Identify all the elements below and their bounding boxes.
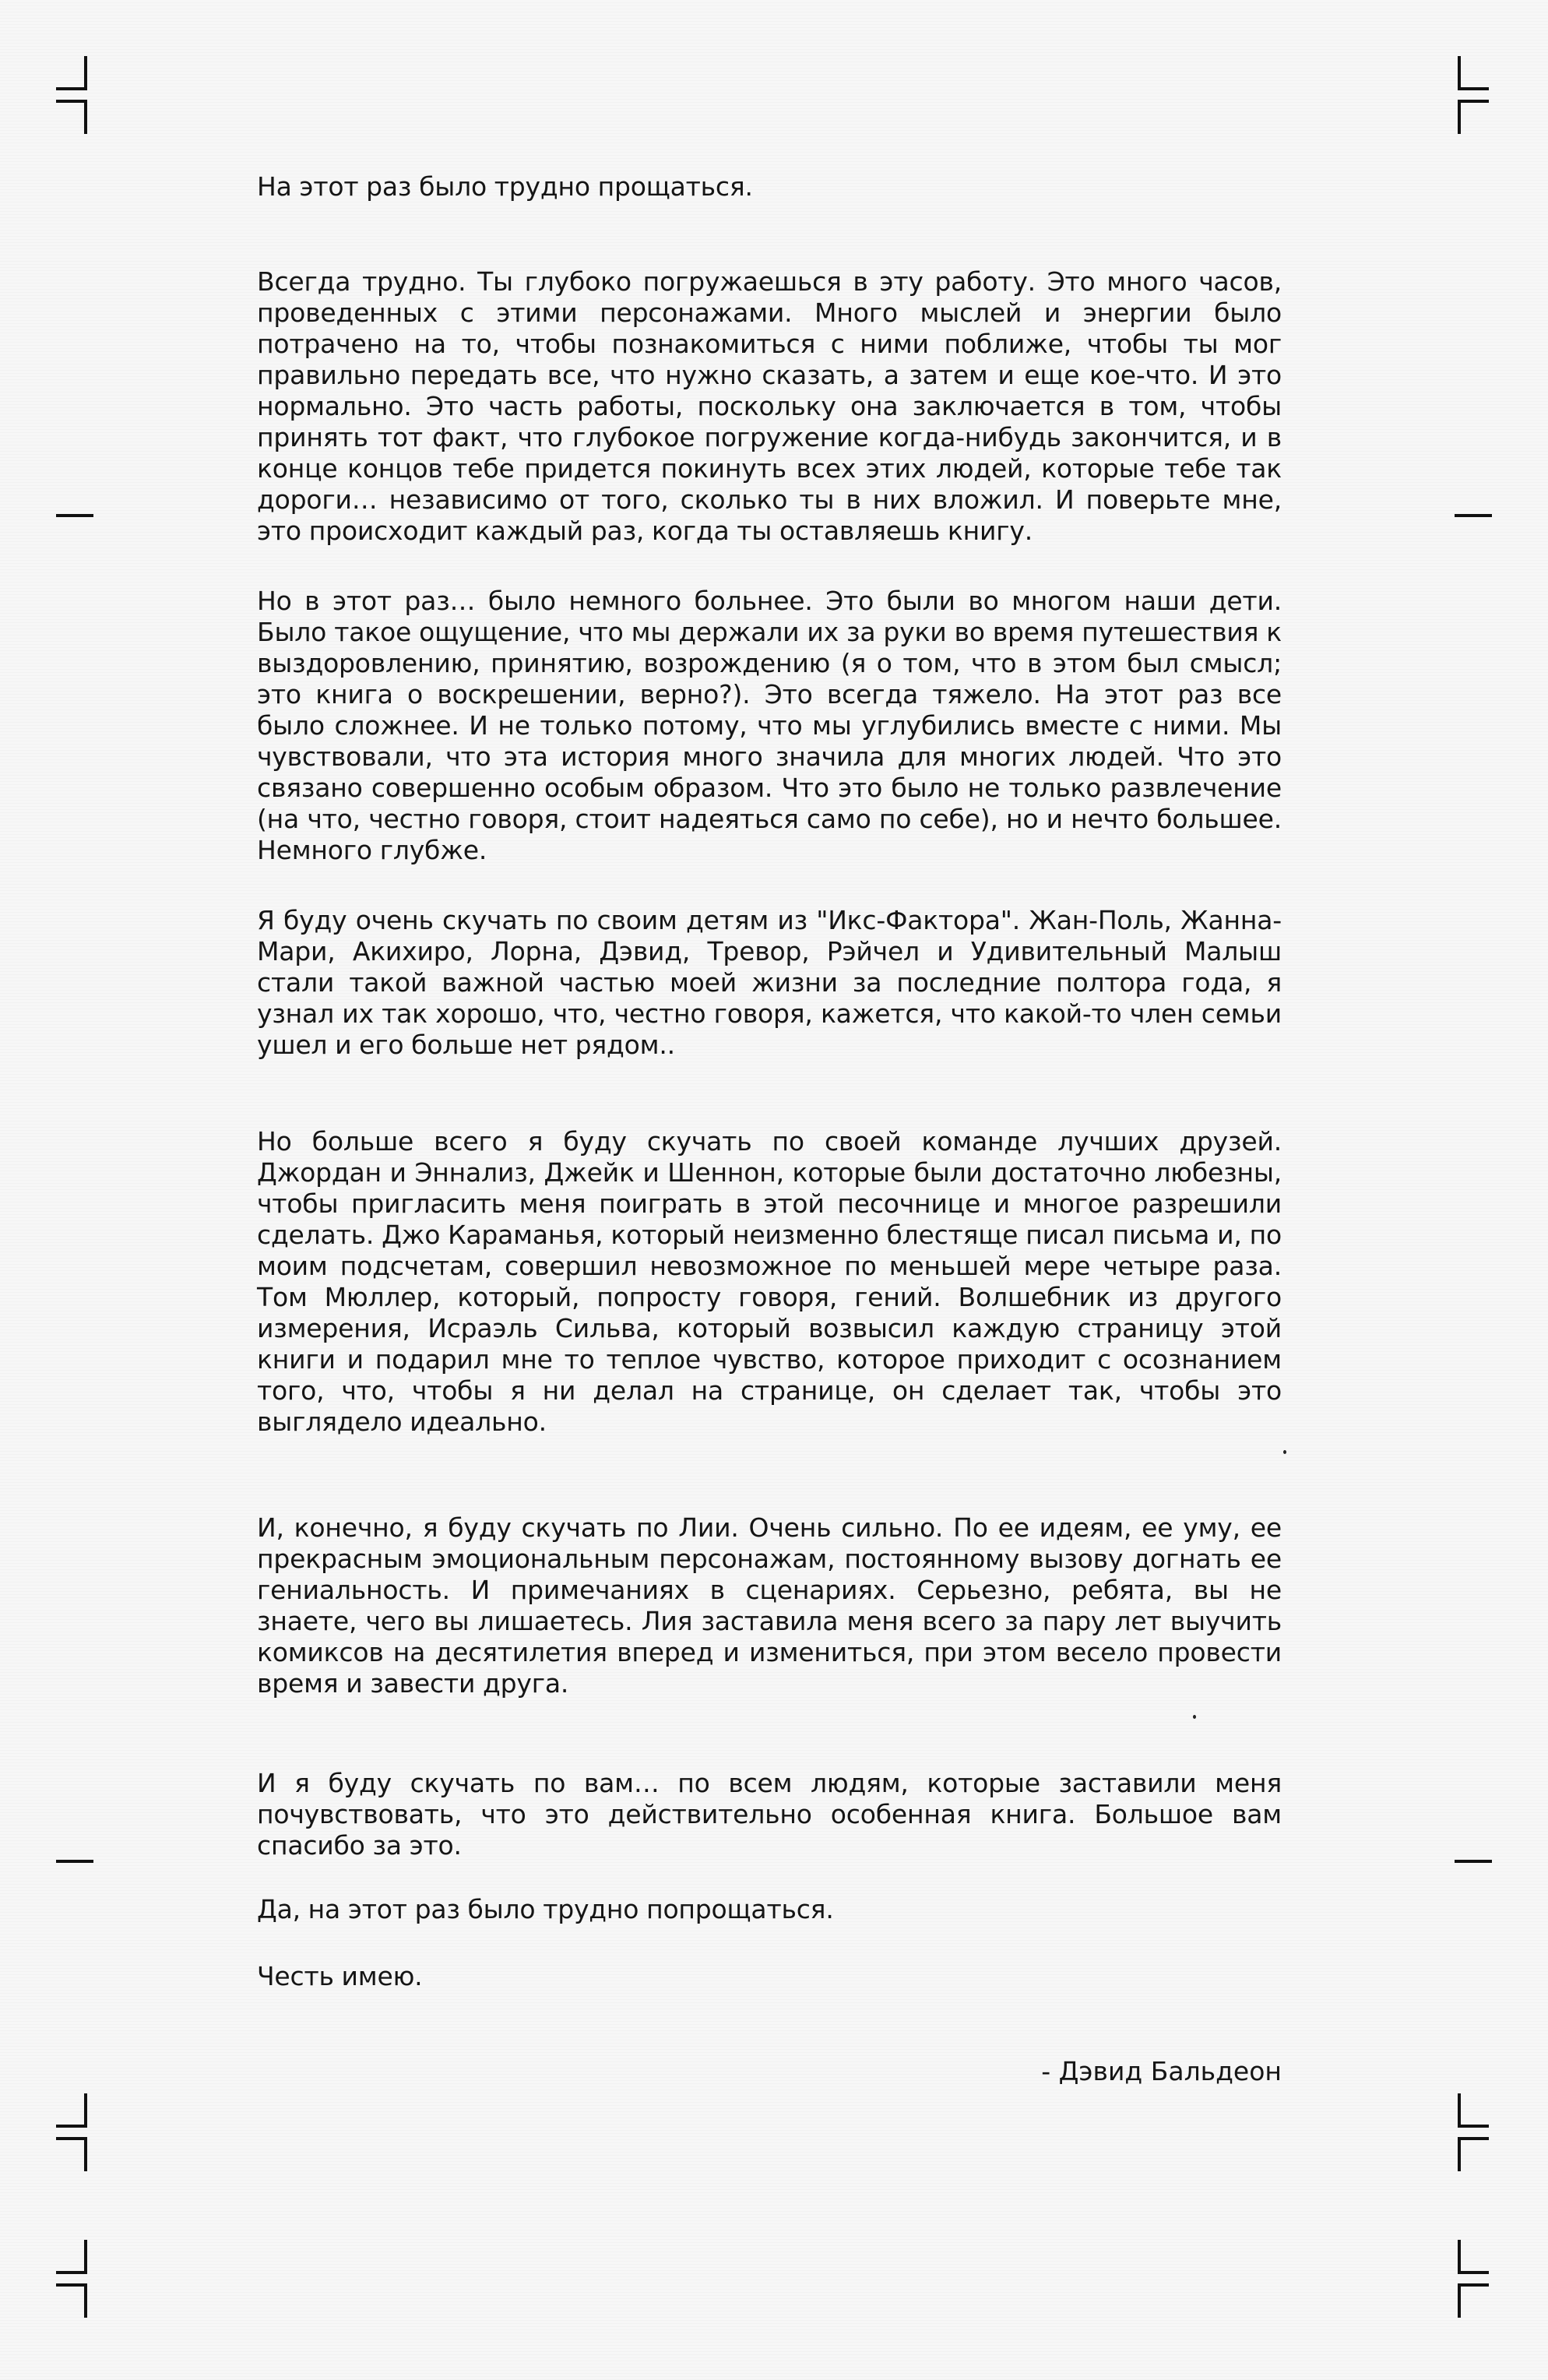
paragraph-leah: И, конечно, я буду скучать по Лии. Очень сильно. По ее идеям, ее уму, ее прекрасным эмоциональным персонажам, постоянному вызову догнать ее гениальность. И примечаниях в сценариях. Серьезно, ребята, вы не знаете, чего вы лишаетесь. Лия заставила меня всего за пару лет выучить комиксов на десятилетия вперед и измениться, при этом весело провести время и завести друга. [257,1512,1282,1699]
crop-mark-top-right-h2 [1458,100,1489,103]
crop-mark-top-left-v2 [84,100,87,134]
side-mark-left-upper [56,514,93,517]
crop-mark-top-right-h1 [1458,87,1489,90]
side-mark-right-upper [1455,514,1492,517]
paragraph-opening: На этот раз было трудно прощаться. [257,171,753,202]
crop-mark-bottom-left-2-h2 [56,2283,87,2287]
crop-mark-top-left [84,56,87,90]
signature: - Дэвид Бальдеон [1041,2056,1282,2086]
crop-mark-bottom-left-h1 [56,2125,87,2128]
crop-mark-top-left-h1 [56,87,87,90]
crop-mark-bottom-right [1458,2093,1461,2128]
crop-mark-bottom-left-2-v2 [84,2283,87,2318]
crop-mark-bottom-left [84,2093,87,2128]
crop-mark-bottom-left-2 [84,2240,87,2274]
crop-mark-bottom-right-2 [1458,2240,1461,2274]
crop-mark-bottom-right-h1 [1458,2125,1489,2128]
crop-mark-bottom-left-2-h1 [56,2271,87,2274]
paragraph-this-time: Но в этот раз… было немного больнее. Это были во многом наши дети. Было такое ощущение, что мы держали их за руки во время путешествия к выздоровлению, принятию, возрождению (я о том, что в этом был смысл; это книга о воскрешении, верно?). Это всегда тяжело. На этот раз все было сложнее. И не только потому, что мы углубились вместе с ними. Мы чувствовали, что эта история много значила для многих людей. Что это связано совершенно особым образом. Что это было не только развлечение (на что, честно говоря, стоит надеяться само по себе), но и нечто большее. Немного глубже. [257,586,1282,865]
crop-mark-bottom-left-h2 [56,2137,87,2140]
crop-mark-bottom-right-2-h1 [1458,2271,1489,2274]
paragraph-goodbye: Да, на этот раз было трудно попрощаться. [257,1894,834,1924]
side-mark-left-lower [56,1860,93,1863]
crop-mark-bottom-right-2-v2 [1458,2283,1461,2318]
paragraph-always-hard: Всегда трудно. Ты глубоко погружаешься в эту работу. Это много часов, проведенных с этими персонажами. Много мыслей и энергии было потрачено на то, чтобы познакомиться с ними поближе, чтобы ты мог правильно передать все, что нужно сказать, а затем и еще кое-что. И это нормально. Это часть работы, поскольку она заключается в том, чтобы принять тот факт, что глубокое погружение когда-нибудь закончится, и в конце концов тебе придется покинуть всех этих людей, которые тебе так дороги… независимо от того, сколько ты в них вложил. И поверьте мне, это происходит каждый раз, когда ты оставляешь книгу. [257,266,1282,546]
paragraph-best-friends: Но больше всего я буду скучать по своей команде лучших друзей. Джордан и Эннализ, Джейк и Шеннон, которые были достаточно любезны, чтобы пригласить меня поиграть в этой песочнице и многое разрешили сделать. Джо Караманья, который неизменно блестяще писал письма и, по моим подсчетам, совершил невозможное по меньшей мере четыре раза. Том Мюллер, который, попросту говоря, гений. Волшебник из другого измерения, Исраэль Сильва, который возвысил каждую страницу этой книги и подарил мне то теплое чувство, которое приходит с осознанием того, что, чтобы я ни делал на странице, он сделает так, чтобы это выглядело идеально. [257,1126,1282,1437]
paragraph-readers: И я буду скучать по вам… по всем людям, которые заставили меня почувствовать, что это действительно особенная книга. Большое вам спасибо за это. [257,1768,1282,1861]
side-mark-right-lower [1455,1860,1492,1863]
paragraph-sign-off: Честь имею. [257,1961,423,1991]
paragraph-x-factor-kids: Я буду очень скучать по своим детям из "Икс-Фактора". Жан-Поль, Жанна-Мари, Акихиро, Лорна, Дэвид, Тревор, Рэйчел и Удивительный Малыш стали такой важной частью моей жизни за последние полтора года, я узнал их так хорошо, что, честно говоря, кажется, что какой-то член семьи ушел и его больше нет рядом.. [257,905,1282,1060]
crop-mark-bottom-right-h2 [1458,2137,1489,2140]
crop-mark-bottom-right-2-h2 [1458,2283,1489,2287]
scan-speck [1193,1715,1196,1719]
crop-mark-top-left-h2 [56,100,87,103]
crop-mark-top-right-v2 [1458,100,1461,134]
scan-speck [1283,1450,1286,1454]
crop-mark-bottom-right-v2 [1458,2137,1461,2171]
crop-mark-bottom-left-v2 [84,2137,87,2171]
crop-mark-top-right [1458,56,1461,90]
